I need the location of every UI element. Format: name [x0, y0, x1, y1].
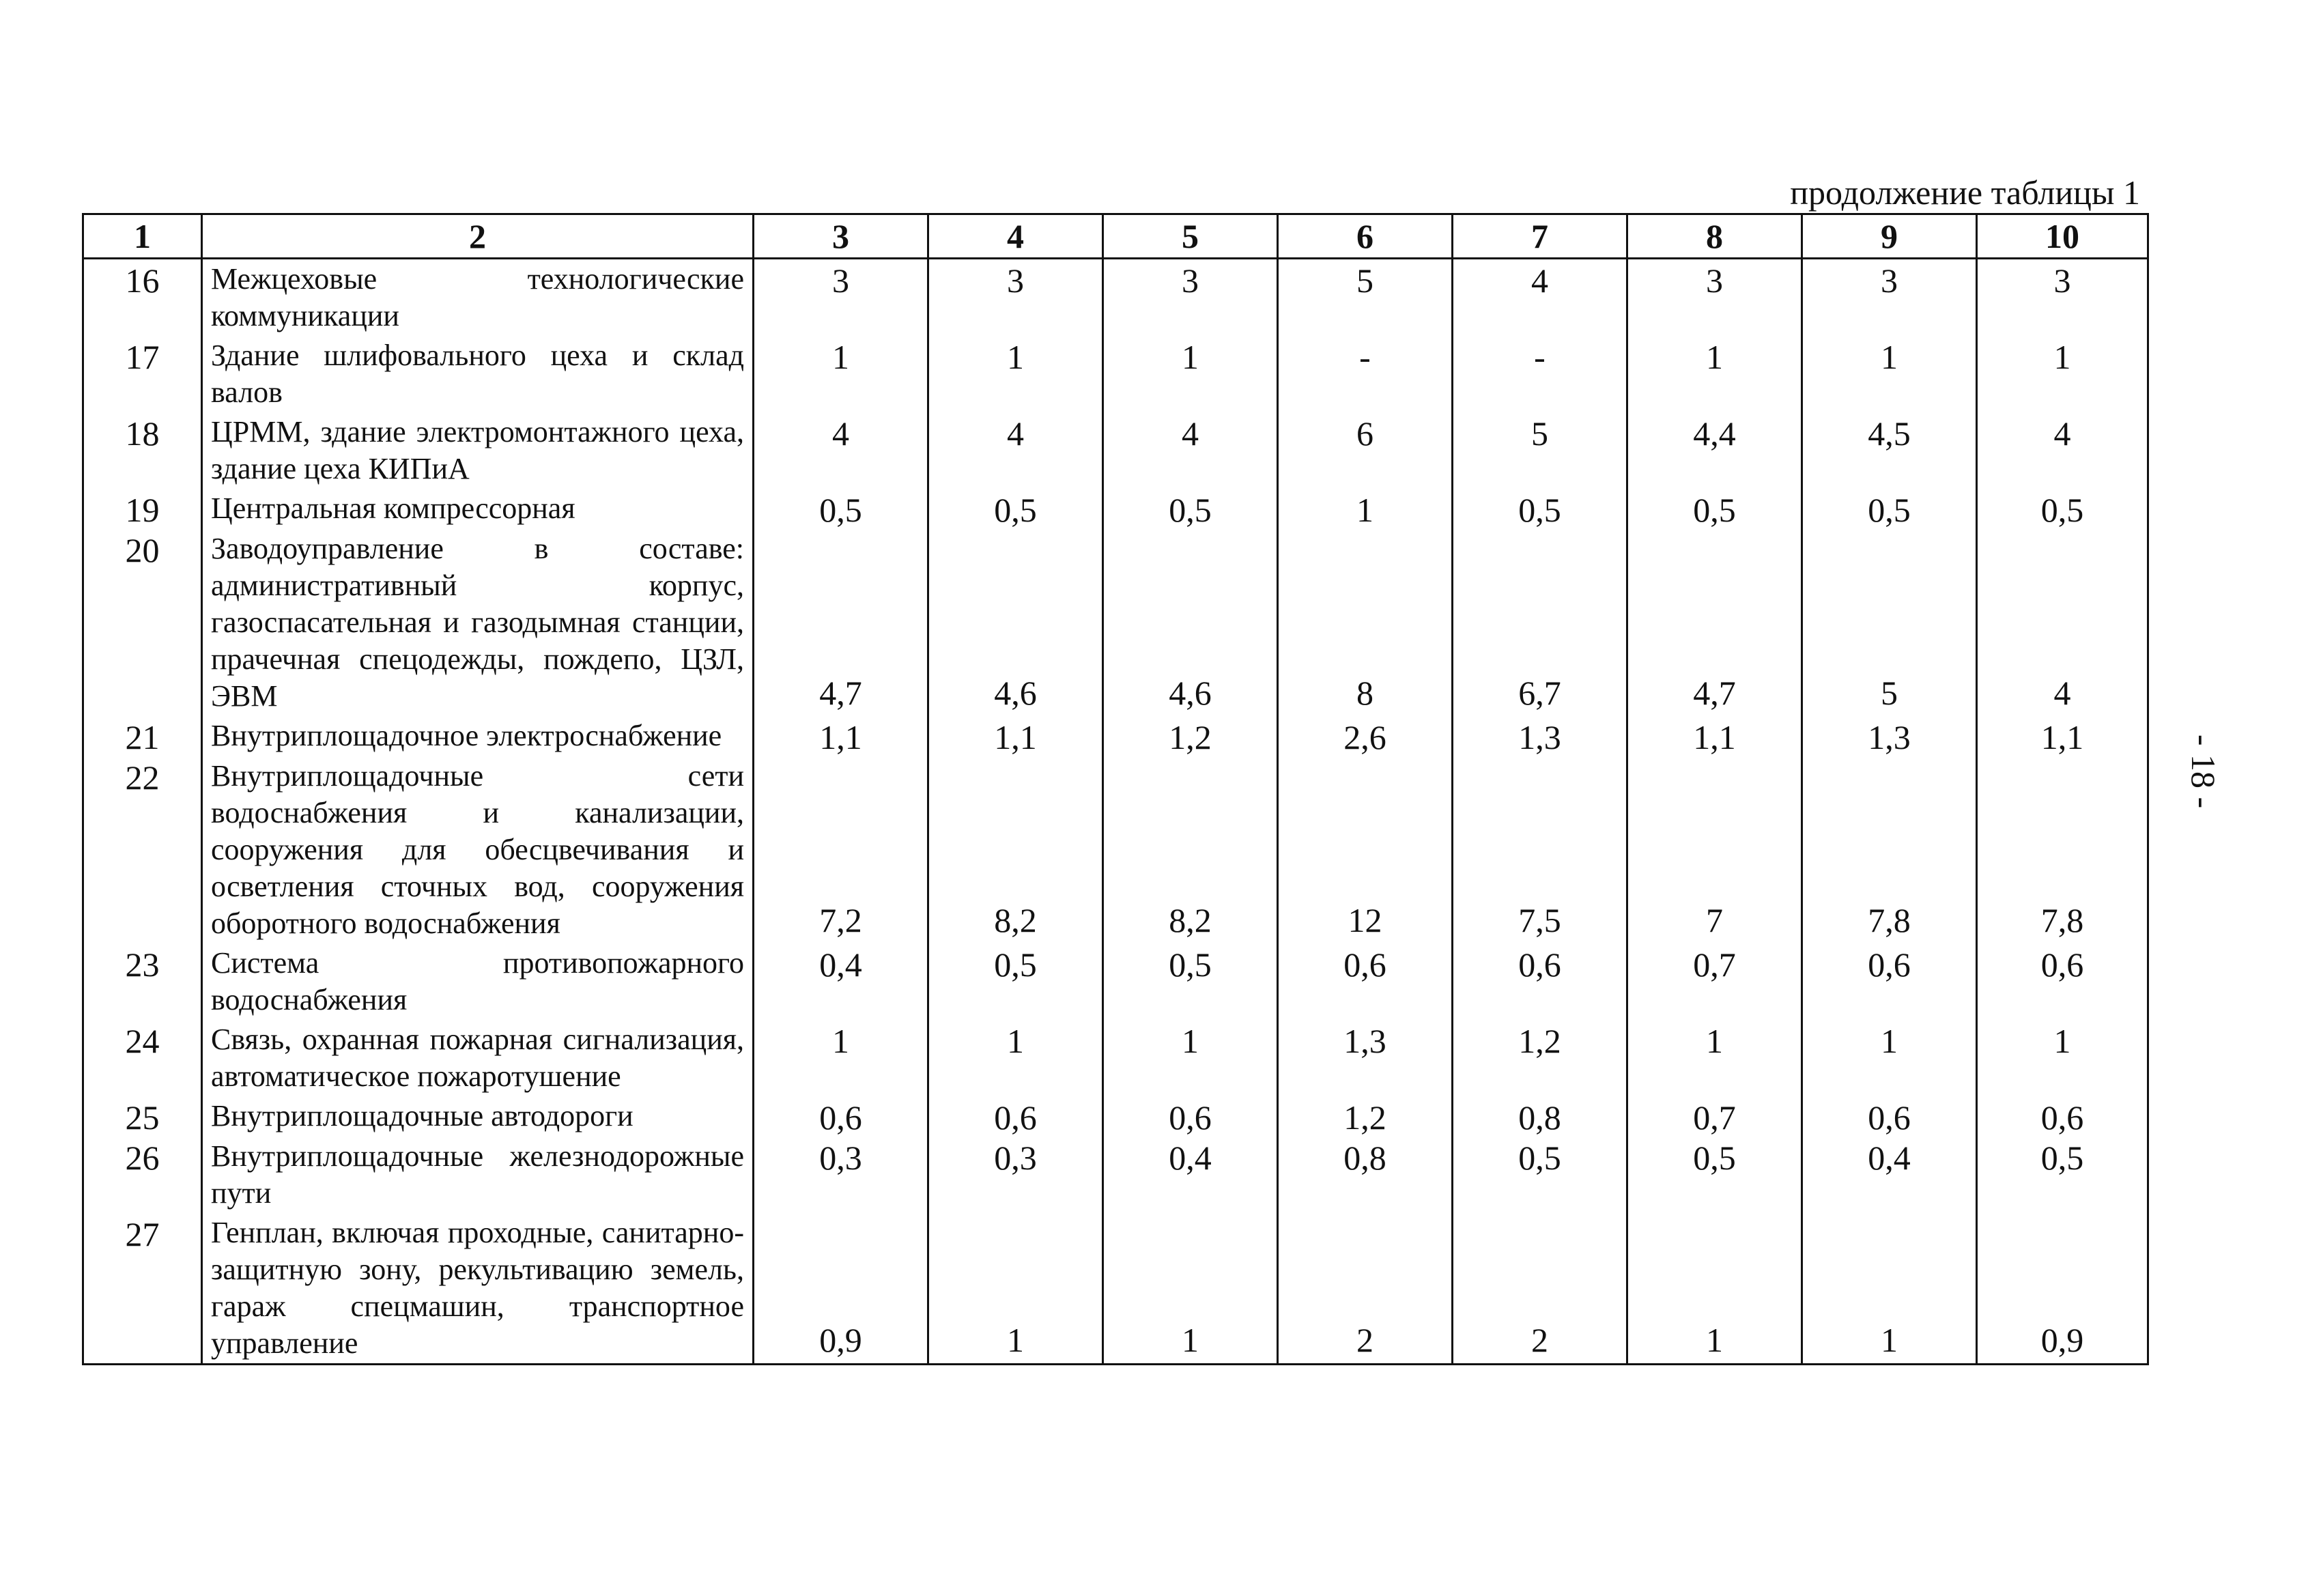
row-value: 0,6 — [1977, 943, 2148, 1020]
column-header: 2 — [202, 214, 754, 259]
table-row — [83, 943, 2148, 1020]
row-value: 6 — [1278, 412, 1453, 489]
row-value: 1 — [1627, 336, 1802, 412]
row-value: 2 — [1453, 1213, 1627, 1365]
row-value: 1 — [928, 1213, 1103, 1365]
row-value: 3 — [1802, 259, 1977, 337]
row-value: 0,6 — [1802, 1096, 1977, 1137]
row-value: 0,5 — [1103, 489, 1278, 529]
data-table — [82, 213, 2149, 1365]
row-number: 27 — [83, 1213, 202, 1365]
row-value: 0,5 — [1977, 1137, 2148, 1213]
row-value: 4,5 — [1802, 412, 1977, 489]
page-number: - 18 - — [2184, 734, 2223, 809]
row-number: 22 — [83, 756, 202, 943]
row-value: 0,9 — [754, 1213, 928, 1365]
row-name: Генплан, включая проходные, санитарно-защитную зону, рекультивацию земель, гараж спецмашин, транспортное управление — [202, 1213, 754, 1365]
row-value: 4,6 — [1103, 529, 1278, 716]
table-row — [83, 412, 2148, 489]
row-value: 1,2 — [1103, 716, 1278, 756]
table-row — [83, 1020, 2148, 1096]
row-value: 6,7 — [1453, 529, 1627, 716]
row-value: 1,1 — [1627, 716, 1802, 756]
row-value: 0,4 — [1802, 1137, 1977, 1213]
row-value: 1 — [1977, 336, 2148, 412]
row-value: 2,6 — [1278, 716, 1453, 756]
row-value: - — [1453, 336, 1627, 412]
row-value: 1 — [928, 1020, 1103, 1096]
column-header: 4 — [928, 214, 1103, 259]
row-value: 0,5 — [754, 489, 928, 529]
row-value: 1 — [1977, 1020, 2148, 1096]
row-value: 1,1 — [928, 716, 1103, 756]
row-value: 0,3 — [754, 1137, 928, 1213]
row-value: 0,5 — [928, 489, 1103, 529]
row-value: 0,6 — [754, 1096, 928, 1137]
row-value: 5 — [1453, 412, 1627, 489]
row-value: 1,3 — [1453, 716, 1627, 756]
row-value: 0,6 — [1453, 943, 1627, 1020]
row-value: 1 — [1802, 1020, 1977, 1096]
row-value: 0,9 — [1977, 1213, 2148, 1365]
row-value: 4,6 — [928, 529, 1103, 716]
row-number: 23 — [83, 943, 202, 1020]
row-name: Центральная компрессорная — [202, 489, 754, 529]
column-header: 9 — [1802, 214, 1977, 259]
table-row — [83, 489, 2148, 529]
row-value: 4,4 — [1627, 412, 1802, 489]
row-value: 4,7 — [1627, 529, 1802, 716]
row-value: 0,5 — [928, 943, 1103, 1020]
row-value: 1,2 — [1278, 1096, 1453, 1137]
row-value: 1,2 — [1453, 1020, 1627, 1096]
row-value: 3 — [928, 259, 1103, 337]
row-value: 1 — [1103, 1020, 1278, 1096]
row-number: 21 — [83, 716, 202, 756]
column-header: 7 — [1453, 214, 1627, 259]
row-value: 0,5 — [1627, 489, 1802, 529]
table-body — [83, 259, 2148, 1365]
column-header: 3 — [754, 214, 928, 259]
row-value: 8,2 — [1103, 756, 1278, 943]
row-name: Здание шлифовального цеха и склад валов — [202, 336, 754, 412]
row-value: 1 — [754, 336, 928, 412]
row-value: 7,8 — [1977, 756, 2148, 943]
row-value: 5 — [1802, 529, 1977, 716]
row-name: Связь, охранная пожарная сигнализация, автоматическое пожаротушение — [202, 1020, 754, 1096]
row-name: Внутриплощадочные сети водоснабжения и канализации, сооружения для обесцвечивания и осветления сточных вод, сооружения оборотного водоснабжения — [202, 756, 754, 943]
row-value: 7,5 — [1453, 756, 1627, 943]
row-name: Внутриплощадочные железнодорожные пути — [202, 1137, 754, 1213]
row-value: 1,1 — [754, 716, 928, 756]
row-value: 7 — [1627, 756, 1802, 943]
row-value: 0,8 — [1278, 1137, 1453, 1213]
row-name: Внутриплощадочное электроснабжение — [202, 716, 754, 756]
row-value: 0,6 — [928, 1096, 1103, 1137]
header-row — [83, 214, 2148, 259]
row-number: 26 — [83, 1137, 202, 1213]
row-value: 0,3 — [928, 1137, 1103, 1213]
row-value: 8 — [1278, 529, 1453, 716]
row-number: 20 — [83, 529, 202, 716]
column-header: 8 — [1627, 214, 1802, 259]
row-value: - — [1278, 336, 1453, 412]
row-value: 1 — [1103, 1213, 1278, 1365]
row-value: 1 — [754, 1020, 928, 1096]
row-number: 19 — [83, 489, 202, 529]
row-value: 0,4 — [754, 943, 928, 1020]
row-value: 0,5 — [1103, 943, 1278, 1020]
row-value: 1 — [1278, 489, 1453, 529]
row-value: 0,7 — [1627, 943, 1802, 1020]
row-value: 0,6 — [1977, 1096, 2148, 1137]
table-row — [83, 1096, 2148, 1137]
row-value: 7,2 — [754, 756, 928, 943]
row-value: 0,5 — [1453, 1137, 1627, 1213]
column-header: 1 — [83, 214, 202, 259]
column-header: 6 — [1278, 214, 1453, 259]
row-value: 1 — [1802, 336, 1977, 412]
row-number: 16 — [83, 259, 202, 337]
row-value: 0,4 — [1103, 1137, 1278, 1213]
row-value: 8,2 — [928, 756, 1103, 943]
row-name: Система противопожарного водоснабжения — [202, 943, 754, 1020]
row-value: 0,6 — [1278, 943, 1453, 1020]
row-value: 1 — [1627, 1213, 1802, 1365]
table-row — [83, 756, 2148, 943]
table-caption: продолжение таблицы 1 — [1790, 173, 2140, 212]
row-value: 7,8 — [1802, 756, 1977, 943]
row-value: 0,7 — [1627, 1096, 1802, 1137]
row-value: 4,7 — [754, 529, 928, 716]
table-row — [83, 1137, 2148, 1213]
row-number: 25 — [83, 1096, 202, 1137]
table-row — [83, 259, 2148, 337]
row-name: Заводоуправление в составе: административный корпус, газоспасательная и газодымная станции, прачечная спецодежды, пождепо, ЦЗЛ, ЭВМ — [202, 529, 754, 716]
row-value: 1,3 — [1802, 716, 1977, 756]
table-row — [83, 529, 2148, 716]
row-value: 1 — [928, 336, 1103, 412]
row-value: 12 — [1278, 756, 1453, 943]
table-row — [83, 336, 2148, 412]
table-row — [83, 1213, 2148, 1365]
row-name: Межцеховые технологические коммуникации — [202, 259, 754, 337]
row-value: 3 — [1627, 259, 1802, 337]
row-number: 18 — [83, 412, 202, 489]
row-value: 0,5 — [1802, 489, 1977, 529]
row-value: 3 — [1103, 259, 1278, 337]
row-value: 1 — [1627, 1020, 1802, 1096]
row-value: 1,1 — [1977, 716, 2148, 756]
row-value: 4 — [1453, 259, 1627, 337]
row-value: 1 — [1802, 1213, 1977, 1365]
row-number: 17 — [83, 336, 202, 412]
row-value: 4 — [1977, 529, 2148, 716]
row-value: 5 — [1278, 259, 1453, 337]
row-value: 0,5 — [1977, 489, 2148, 529]
row-value: 2 — [1278, 1213, 1453, 1365]
column-header: 10 — [1977, 214, 2148, 259]
row-value: 0,5 — [1627, 1137, 1802, 1213]
row-name: ЦРММ, здание электромонтажного цеха, здание цеха КИПиА — [202, 412, 754, 489]
row-value: 3 — [1977, 259, 2148, 337]
row-value: 1,3 — [1278, 1020, 1453, 1096]
row-value: 4 — [1977, 412, 2148, 489]
row-value: 3 — [754, 259, 928, 337]
row-number: 24 — [83, 1020, 202, 1096]
row-value: 4 — [928, 412, 1103, 489]
row-value: 1 — [1103, 336, 1278, 412]
row-value: 0,6 — [1802, 943, 1977, 1020]
column-header: 5 — [1103, 214, 1278, 259]
row-value: 0,8 — [1453, 1096, 1627, 1137]
row-value: 4 — [754, 412, 928, 489]
row-value: 4 — [1103, 412, 1278, 489]
table-row — [83, 716, 2148, 756]
row-name: Внутриплощадочные автодороги — [202, 1096, 754, 1137]
row-value: 0,5 — [1453, 489, 1627, 529]
row-value: 0,6 — [1103, 1096, 1278, 1137]
